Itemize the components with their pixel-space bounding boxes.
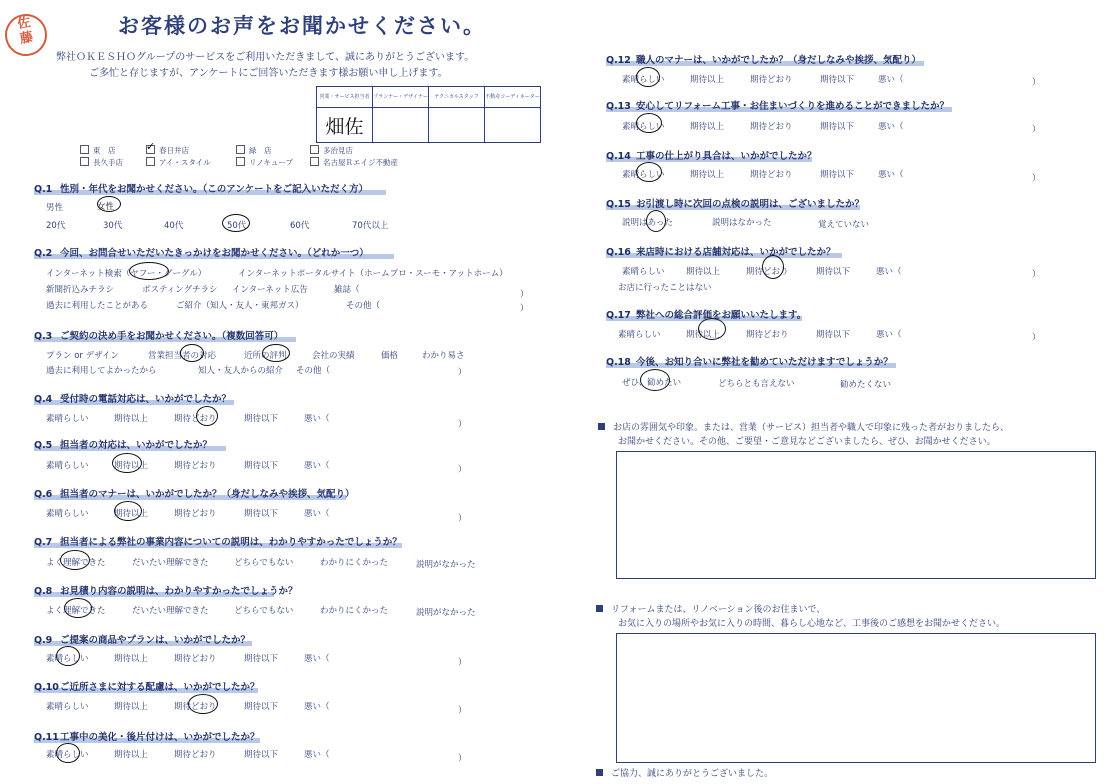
q13-as-expected[interactable]: 期待どおり: [750, 122, 793, 132]
q4-as-expected[interactable]: 期待どおり: [174, 414, 217, 424]
q16-never-visited[interactable]: お店に行ったことはない: [618, 283, 712, 293]
q18-neutral[interactable]: どちらとも言えない: [718, 379, 795, 389]
q3-friend-referral[interactable]: 知人・友人からの紹介: [198, 366, 284, 376]
q7-neutral[interactable]: どちらでもない: [234, 558, 294, 568]
q6-bad[interactable]: 悪い（: [304, 509, 330, 519]
q2-internet-search[interactable]: インターネット検索（ヤフー・グーグル）: [46, 269, 207, 279]
question-q8: Q.8 お見積り内容の説明は、わかりやすかったでしょうか？: [34, 586, 298, 597]
question-q4: Q.4 受付時の電話対応は、いかがでしたか？: [34, 394, 232, 405]
staff-header-realestate: 不動産コーディネーター: [485, 87, 541, 108]
comment1-prompt-line1: お店の雰囲気や印象。または、営業（サービス）担当者や職人で印象に残った者がおりましたら、: [598, 420, 1009, 433]
q13-below[interactable]: 期待以下: [820, 122, 855, 132]
q1-gender-label: 男性: [46, 203, 64, 213]
staff-table: [316, 86, 541, 143]
q9-bad-close: ）: [458, 658, 467, 668]
q17-bad[interactable]: 悪い（: [876, 330, 902, 340]
q1-age-30s[interactable]: 30代: [103, 221, 123, 231]
question-q16: Q.16 来店時における店舗対応は、いかがでしたか？: [606, 247, 836, 258]
question-q13: Q.13 安心してリフォーム工事・お住まいづくりを進めることができましたか？: [606, 101, 950, 112]
q17-below[interactable]: 期待以下: [816, 330, 851, 340]
q12-excellent[interactable]: 素晴らしい: [622, 75, 665, 85]
q11-as-expected[interactable]: 期待どおり: [174, 750, 217, 760]
q6-as-expected[interactable]: 期待どおり: [174, 509, 217, 519]
q2-internet-portal[interactable]: インターネットポータルサイト（ホームプロ・スーモ・アットホーム）: [238, 269, 508, 279]
store-checkbox-i-style[interactable]: アイ・スタイル: [146, 157, 211, 168]
q10-bad[interactable]: 悪い（: [304, 702, 330, 712]
q7-hard[interactable]: わかりにくかった: [320, 558, 389, 568]
q3-company-record[interactable]: 会社の実績: [312, 351, 355, 361]
q13-bad[interactable]: 悪い（: [878, 122, 904, 132]
question-q7: Q.7 担当者による弊社の事業内容についての説明は、わかりやすかったでしょうか？: [34, 537, 402, 548]
staff-sales-name[interactable]: 畑佐: [317, 108, 373, 143]
q2-newspaper-flyer[interactable]: 新聞折込みチラシ: [46, 285, 115, 295]
question-q5: Q.5 担当者の対応は、いかがでしたか？: [34, 440, 213, 451]
q9-bad[interactable]: 悪い（: [304, 654, 330, 664]
q1-age-40s[interactable]: 40代: [164, 221, 184, 231]
q5-above[interactable]: 期待以上: [114, 461, 149, 471]
q5-bad-close: ）: [458, 465, 467, 475]
personal-seal-stamp: 佐 藤: [2, 11, 51, 60]
q15-dont-remember[interactable]: 覚えていない: [818, 220, 870, 230]
q5-below[interactable]: 期待以下: [244, 461, 279, 471]
question-q14: Q.14 工事の仕上がり具合は、いかがでしたか？: [606, 151, 817, 162]
bullet-square-icon: [596, 769, 603, 776]
q5-bad[interactable]: 悪い（: [304, 461, 330, 471]
q11-above[interactable]: 期待以上: [114, 750, 149, 760]
q12-above[interactable]: 期待以上: [690, 75, 725, 85]
q14-excellent[interactable]: 素晴らしい: [622, 170, 665, 180]
q3-neighborhood-reputation[interactable]: 近所の評判: [244, 351, 287, 361]
staff-header-sales: 営業・サービス担当者: [317, 87, 373, 108]
q14-bad-close: ）: [1032, 174, 1041, 184]
q15-explained[interactable]: 説明はあった: [622, 218, 673, 228]
q2-internet-ad[interactable]: インターネット広告: [232, 285, 308, 295]
q9-below[interactable]: 期待以下: [244, 654, 279, 664]
q8-understood-well[interactable]: よく理解できた: [46, 606, 106, 616]
q10-above[interactable]: 期待以上: [114, 702, 149, 712]
q2-referral[interactable]: ご紹介（知人・友人・東邦ガス）: [176, 301, 304, 311]
q2-magazine[interactable]: 雑誌（: [334, 285, 360, 295]
q9-above[interactable]: 期待以上: [114, 654, 149, 664]
q3-other[interactable]: その他（: [296, 366, 331, 376]
question-q6: Q.6 担当者のマナーは、いかがでしたか？（身だしなみや挨拶、気配り）: [34, 489, 355, 500]
q7-understood-well[interactable]: よく理解できた: [46, 558, 106, 568]
question-q12: Q.12 職人のマナーは、いかがでしたか？（身だしなみや挨拶、気配り）: [606, 55, 922, 66]
store-checkbox-nagakute[interactable]: 長久手店: [80, 157, 123, 168]
comment2-prompt-line2: お気に入りの場所やお気に入りの時間、暮らし心地など、工事後のご感想をお聞かせください。: [618, 619, 1006, 629]
q5-excellent[interactable]: 素晴らしい: [46, 461, 89, 471]
question-q11: Q.11工事中の美化・後片付けは、いかがでしたか？: [34, 732, 260, 743]
staff-realestate-name[interactable]: [485, 108, 541, 143]
q11-excellent[interactable]: 素晴らしい: [46, 750, 89, 760]
q8-mostly-understood[interactable]: だいたい理解できた: [132, 606, 209, 616]
check-mark-icon: ✓: [146, 140, 156, 153]
q3-other-close: ）: [458, 368, 467, 378]
q1-age-60s[interactable]: 60代: [290, 221, 310, 231]
bullet-square-icon: [598, 423, 605, 430]
intro-line-1: 弊社ＯＫＥＳＨＯグループのサービスをご利用いただきまして、誠にありがとうございます。: [56, 52, 475, 63]
q9-as-expected[interactable]: 期待どおり: [174, 654, 217, 664]
q10-as-expected[interactable]: 期待どおり: [174, 702, 217, 712]
q13-above[interactable]: 期待以上: [690, 122, 725, 132]
question-q17: Q.17 弊社への総合評価をお願いいたします。: [606, 310, 807, 321]
page-title: お客様のお声をお聞かせください。: [118, 14, 486, 38]
q3-sales-response[interactable]: 営業担当者の対応: [148, 351, 217, 361]
store-checkbox-higashi[interactable]: 東 店: [80, 145, 116, 156]
q14-below[interactable]: 期待以下: [820, 170, 855, 180]
q18-not-recommend[interactable]: 勧めたくない: [840, 380, 892, 390]
store-checkbox-kasugai[interactable]: ✓ 春日井店: [146, 140, 189, 155]
intro-line-2: ご多忙と存じますが、アンケートにご回答いただきます様お願い申し上げます。: [89, 68, 448, 79]
store-checkbox-tajimi[interactable]: 多治見店: [310, 145, 353, 156]
q14-bad[interactable]: 悪い（: [878, 170, 904, 180]
q2-posting-flyer[interactable]: ポスティングチラシ: [142, 285, 218, 295]
q6-excellent[interactable]: 素晴らしい: [46, 509, 89, 519]
question-q9: Q.9 ご提案の商品やプランは、いかがでしたか？: [34, 635, 251, 646]
bullet-square-icon: [596, 605, 603, 612]
q12-bad[interactable]: 悪い（: [878, 75, 904, 85]
q4-excellent[interactable]: 素晴らしい: [46, 414, 89, 424]
thanks-message: ご協力、誠にありがとうございました。: [596, 766, 773, 779]
q9-excellent[interactable]: 素晴らしい: [46, 654, 89, 664]
q2-magazine-close: ）: [520, 290, 529, 300]
q12-as-expected[interactable]: 期待どおり: [750, 75, 793, 85]
q13-excellent[interactable]: 素晴らしい: [622, 122, 665, 132]
comment1-prompt-line2: お聞かせください。その他、ご要望・ご意見などございましたら、ぜひ、お聞かせください。: [618, 437, 996, 447]
q2-other-close: ）: [520, 304, 529, 314]
question-q18: Q.18 今後、お知り合いに弊社を勧めていただけますでしょうか？: [606, 357, 893, 368]
q10-excellent[interactable]: 素晴らしい: [46, 702, 89, 712]
q18-definitely-recommend[interactable]: ぜひ、勧めたい: [622, 378, 682, 388]
q8-no-explanation[interactable]: 説明がなかった: [416, 608, 476, 618]
q4-bad-close: ）: [458, 420, 467, 430]
q4-above[interactable]: 期待以上: [114, 414, 149, 424]
q4-below[interactable]: 期待以下: [244, 414, 279, 424]
q14-as-expected[interactable]: 期待どおり: [750, 170, 793, 180]
q1-age-70s[interactable]: 70代以上: [352, 221, 389, 231]
q11-bad-close: ）: [458, 754, 467, 764]
question-q1: Q.1 性別・年代をお聞かせください。（このアンケートをご記入いただく方）: [34, 184, 369, 195]
q3-clarity[interactable]: わかり易さ: [422, 351, 465, 361]
q13-bad-close: ）: [1032, 125, 1041, 135]
comment1-textarea[interactable]: [616, 451, 1096, 579]
q8-neutral[interactable]: どちらでもない: [234, 606, 294, 616]
q10-below[interactable]: 期待以下: [244, 702, 279, 712]
q16-above[interactable]: 期待以上: [686, 267, 721, 277]
q17-bad-close: ）: [1032, 333, 1041, 343]
q14-above[interactable]: 期待以上: [690, 170, 725, 180]
q10-bad-close: ）: [458, 706, 467, 716]
question-q10: Q.10ご近所さまに対する配慮は、いかがでしたか？: [34, 682, 260, 693]
comment2-textarea[interactable]: [616, 633, 1096, 763]
question-q2: Q.2 今回、お問合せいただいたきっかけをお聞かせください。（どれか一つ）: [34, 248, 369, 259]
q16-excellent[interactable]: 素晴らしい: [622, 267, 665, 277]
staff-planner-name[interactable]: [373, 108, 429, 143]
q3-price[interactable]: 価格: [381, 351, 399, 361]
q15-not-explained[interactable]: 説明はなかった: [712, 218, 772, 228]
q7-mostly-understood[interactable]: だいたい理解できた: [132, 558, 209, 568]
q16-bad[interactable]: 悪い（: [876, 267, 902, 277]
q6-above[interactable]: 期待以上: [114, 509, 149, 519]
store-checkbox-nagoya-r-age[interactable]: 名古屋Ｒエイジ不動産: [310, 157, 398, 168]
q11-bad[interactable]: 悪い（: [304, 750, 330, 760]
question-q3: Q.3 ご契約の決め手をお聞かせください。（複数回答可）: [34, 331, 284, 342]
q6-below[interactable]: 期待以下: [244, 509, 279, 519]
store-checkbox-renocube[interactable]: リノキューブ: [236, 157, 293, 168]
q1-age-50s[interactable]: 50代: [227, 221, 247, 231]
question-q15: Q.15 お引渡し時に次回の点検の説明は、ございましたか？: [606, 199, 865, 210]
q16-bad-close: ）: [1032, 270, 1041, 280]
q16-below[interactable]: 期待以下: [816, 267, 851, 277]
q8-hard[interactable]: わかりにくかった: [320, 606, 389, 616]
q4-bad[interactable]: 悪い（: [304, 414, 330, 424]
staff-header-technical: テクニカルスタッフ: [429, 87, 485, 108]
q12-below[interactable]: 期待以下: [820, 75, 855, 85]
q12-bad-close: ）: [1032, 78, 1041, 88]
comment2-prompt-line1: リフォームまたは、リノベーション後のお住まいで、: [596, 602, 825, 615]
q3-plan-design[interactable]: プラン or デザイン: [46, 351, 120, 361]
q1-gender-handwritten[interactable]: 女性: [97, 202, 115, 212]
q17-above[interactable]: 期待以上: [686, 330, 721, 340]
q3-past-good[interactable]: 過去に利用してよかったから: [46, 366, 157, 376]
store-checkbox-midori[interactable]: 緑 店: [236, 145, 272, 156]
q6-bad-close: ）: [458, 514, 467, 524]
q2-past-use[interactable]: 過去に利用したことがある: [46, 301, 149, 311]
q11-below[interactable]: 期待以下: [244, 750, 279, 760]
q17-as-expected[interactable]: 期待どおり: [746, 330, 789, 340]
q5-as-expected[interactable]: 期待どおり: [174, 461, 217, 471]
q17-excellent[interactable]: 素晴らしい: [618, 330, 661, 340]
q1-age-20s[interactable]: 20代: [46, 221, 66, 231]
q7-no-explanation[interactable]: 説明がなかった: [416, 560, 476, 570]
q16-as-expected[interactable]: 期待どおり: [746, 267, 789, 277]
staff-technical-name[interactable]: [429, 108, 485, 143]
staff-header-planner: プランナー・デザイナー: [373, 87, 429, 108]
q2-other[interactable]: その他（: [346, 301, 381, 311]
